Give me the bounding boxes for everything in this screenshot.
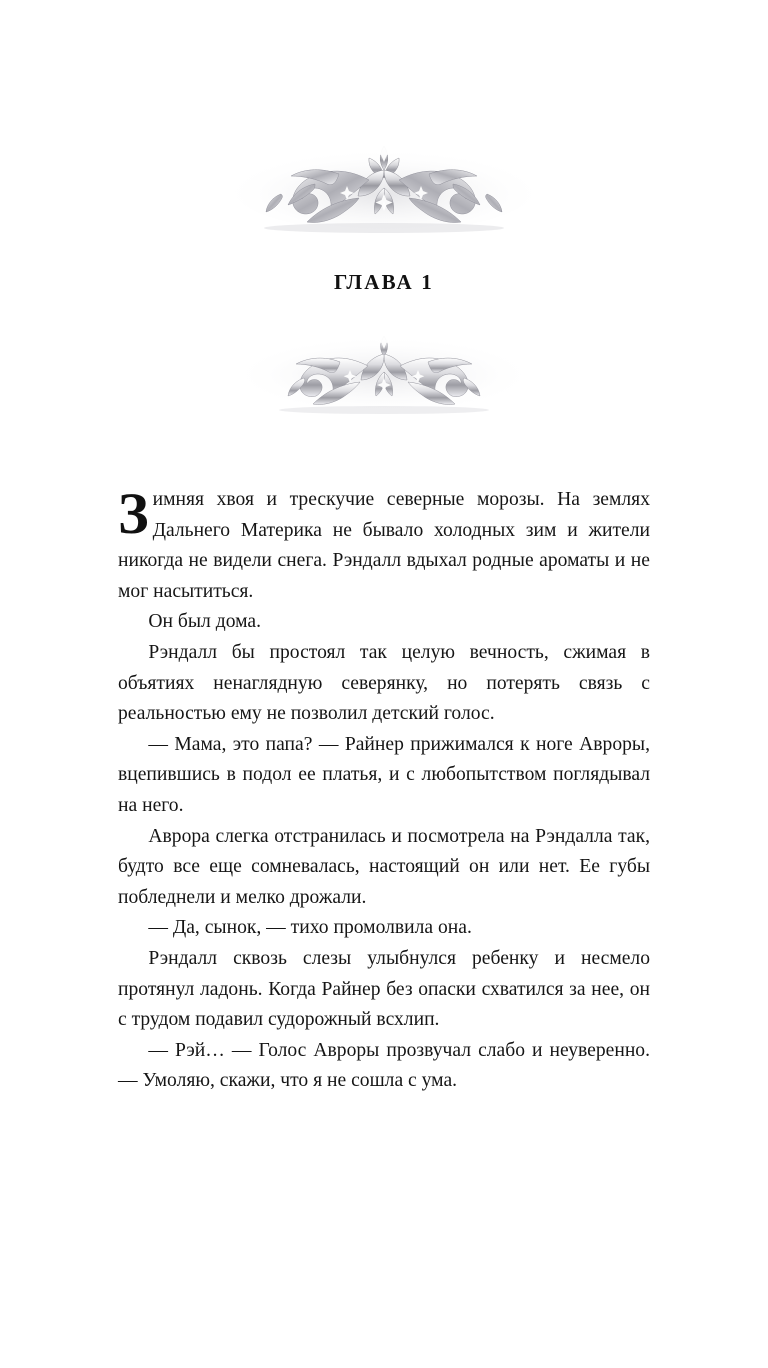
header-ornament-container: [118, 128, 650, 248]
paragraph-4: — Мама, это папа? — Райнер прижимался к ноге Авроры, вцепившись в подол ее платья, и с любопытством поглядывал на него.: [118, 733, 650, 816]
drop-cap: З: [118, 481, 149, 546]
paragraph-1: [118, 481, 650, 607]
paragraph-6: — Да, сынок, — тихо промолвила она.: [148, 917, 472, 939]
paragraph-5: Аврора слегка отстранилась и посмотрела на Рэндалла так, будто все еще сомневалась, настоящий он или нет. Ее губы побледнели и мелко дрожали.: [118, 825, 650, 908]
paragraph-1-text: имняя хвоя и трескучие северные морозы. На землях Дальнего Материка не бывало холодных зим и жители никогда не видели снега. Рэндалл вдыхал родные ароматы и не мог насытиться.: [118, 489, 650, 602]
paragraph-3: Рэндалл бы простоял так целую вечность, сжимая в объятиях ненаглядную северянку, но потерять связь с реальностью ему не позволил детский голос.: [118, 641, 650, 725]
paragraph-7: Рэндалл сквозь слезы улыбнулся ребенку и несмело протянул ладонь. Когда Райнер без опаски схватился за нее, он с трудом подавил судорожный всхлип.: [118, 947, 650, 1031]
paragraph-8: — Рэй… — Голос Авроры прозвучал слабо и неуверенно. — Умоляю, скажи, что я не сошла с ума.: [118, 1039, 650, 1092]
chapter-body: [118, 481, 650, 1097]
book-page: [0, 128, 768, 1368]
paragraph-2: Он был дома.: [148, 611, 261, 633]
divider-ornament-container: [118, 319, 650, 429]
chapter-title: ГЛАВА 1: [333, 270, 434, 294]
decorative-floral-divider-ornament: [234, 320, 534, 428]
decorative-floral-header-ornament: [219, 128, 549, 248]
